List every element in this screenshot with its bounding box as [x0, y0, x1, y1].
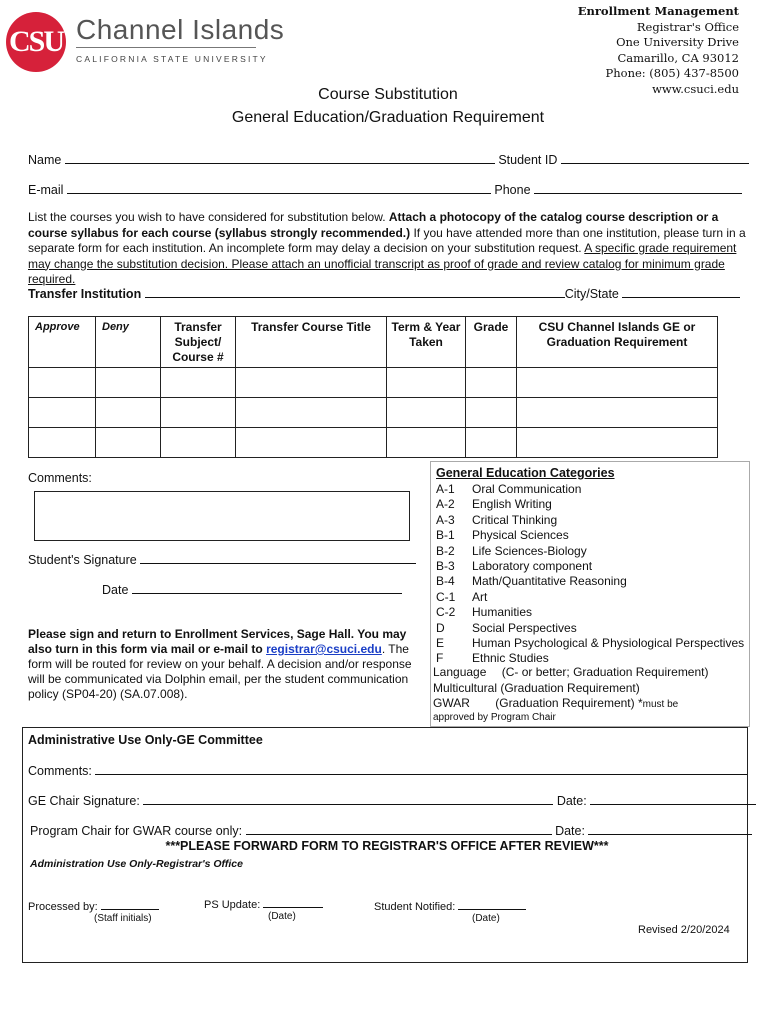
ge-category-name: Critical Thinking — [472, 512, 558, 527]
instructions-bold: Attach a photocopy of the catalog course description or a course syllabus for each course (syllabus strongly recommended.) — [28, 210, 719, 240]
ge-category-item — [436, 482, 746, 497]
address-street: One University Drive — [616, 35, 739, 49]
table-header-row — [29, 317, 718, 368]
ge-gwar-small: must be — [642, 699, 679, 710]
ge-category-code: A-1 — [436, 482, 455, 496]
program-chair-date-label: Date: — [555, 824, 585, 838]
form-title: Course Substitution — [318, 86, 458, 103]
student-notified-label: Student Notified: — [374, 901, 456, 913]
logo-subtitle: CALIFORNIA STATE UNIVERSITY — [76, 54, 268, 64]
col-term-year: Term & Year Taken — [387, 317, 466, 368]
ge-chair-row — [28, 793, 756, 808]
ge-category-item — [436, 636, 746, 651]
program-chair-date-field[interactable] — [588, 823, 752, 835]
signature-field[interactable] — [140, 552, 416, 564]
col-transfer-subject: Transfer Subject/ Course # — [161, 317, 236, 368]
ge-category-code: F — [436, 651, 444, 666]
student-notified-date-caption: (Date) — [472, 913, 500, 924]
table-cell[interactable] — [466, 368, 517, 398]
instructions-text-2: If you have attended more than one institution, please turn in a separate form for each institution. An incomplete form may delay a decision on your substitution request. — [28, 225, 746, 255]
office-address — [578, 4, 739, 97]
processed-by-label: Processed by: — [28, 901, 98, 913]
address-phone: Phone: (805) 437-8500 — [605, 66, 739, 80]
admin-comments-row — [28, 763, 747, 778]
table-cell[interactable] — [517, 398, 718, 428]
table-cell[interactable] — [29, 368, 96, 398]
ge-category-item — [436, 605, 746, 620]
phone-field[interactable] — [534, 182, 742, 194]
email-row — [28, 182, 742, 197]
signature-row — [28, 552, 416, 567]
table-cell[interactable] — [236, 398, 387, 428]
ge-category-name: Math/Quantitative Reasoning — [472, 574, 627, 589]
col-course-title: Transfer Course Title — [236, 317, 387, 368]
transfer-row — [28, 286, 740, 301]
address-dept: Enrollment Management — [577, 4, 739, 18]
email-label: E-mail — [28, 183, 64, 197]
processed-by-field[interactable] — [101, 898, 159, 910]
table-cell[interactable] — [161, 428, 236, 458]
phone-label: Phone — [494, 183, 531, 197]
forward-notice: ***PLEASE FORWARD FORM TO REGISTRAR'S OFFICE AFTER REVIEW*** — [165, 839, 609, 853]
address-web[interactable]: www.csuci.edu — [652, 81, 739, 96]
ps-update-date-caption: (Date) — [268, 911, 296, 922]
ge-category-item — [436, 574, 746, 589]
ge-categories-list — [436, 482, 746, 667]
ge-category-item — [436, 559, 746, 574]
ge-category-code: C-2 — [436, 605, 456, 620]
ge-chair-field[interactable] — [143, 793, 553, 805]
ge-category-code: A-2 — [436, 497, 455, 512]
ge-category-name: English Writing — [472, 497, 552, 512]
ge-gwar — [433, 696, 678, 710]
ge-category-name: Humanities — [472, 605, 533, 620]
comments-box[interactable] — [34, 491, 410, 541]
table-cell[interactable] — [96, 428, 161, 458]
student-id-field[interactable] — [561, 152, 749, 164]
ge-category-code: B-3 — [436, 558, 455, 573]
revised-date: Revised 2/20/2024 — [638, 924, 730, 936]
ge-chair-date-field[interactable] — [590, 793, 756, 805]
ge-category-name: Human Psychological & Physiological Perspectives — [472, 635, 745, 650]
ge-category-code: A-3 — [436, 512, 455, 527]
col-grade: Grade — [466, 317, 517, 368]
staff-initials-caption: (Staff initials) — [94, 913, 152, 924]
ge-chair-date-label: Date: — [556, 794, 587, 808]
col-deny: Deny — [96, 317, 161, 368]
table-cell[interactable] — [29, 428, 96, 458]
ge-multicultural: Multicultural (Graduation Requirement) — [433, 681, 640, 695]
ge-category-name: Art — [472, 589, 488, 604]
ge-category-code: B-4 — [436, 574, 455, 589]
table-cell[interactable] — [96, 398, 161, 428]
table-cell[interactable] — [29, 398, 96, 428]
ge-category-item — [436, 590, 746, 605]
table-row — [29, 428, 718, 458]
return-instructions — [28, 627, 418, 702]
table-cell[interactable] — [466, 398, 517, 428]
name-field[interactable] — [65, 152, 495, 164]
logo-divider — [76, 47, 256, 48]
table-cell[interactable] — [466, 428, 517, 458]
ge-category-name: Oral Communication — [472, 482, 582, 496]
col-csuci-requirement: CSU Channel Islands GE or Graduation Requirement — [517, 317, 718, 368]
ge-chair-label: GE Chair Signature: — [28, 794, 140, 808]
table-cell[interactable] — [96, 368, 161, 398]
ge-language-note: (C- or better; Graduation Requirement) — [501, 665, 709, 679]
ge-category-item — [436, 528, 746, 543]
program-chair-label: Program Chair for GWAR course only: — [30, 824, 243, 838]
ps-update-field[interactable] — [263, 896, 323, 908]
ge-category-item — [436, 621, 746, 636]
date-row — [102, 582, 402, 597]
return-rest-2: A decision and/or response will be communicated via Dolphin email, per the student communication policy (SP04-20) (SA.07.008). — [28, 657, 412, 701]
ge-category-code: E — [436, 635, 445, 650]
return-bold: Please sign and return to Enrollment Services, Sage Hall. You may also turn in this form via mail or e-mail to — [28, 627, 407, 656]
form-subtitle: General Education/Graduation Requirement — [231, 109, 545, 126]
admin-comments-label: Comments: — [28, 764, 92, 778]
table-cell[interactable] — [517, 368, 718, 398]
ge-gwar-note: (Graduation Requirement) * — [495, 696, 643, 710]
registrar-heading: Administration Use Only-Registrar's Office — [30, 858, 243, 870]
instructions-text-1: List the courses you wish to have considered for substitution below. — [28, 210, 386, 224]
admin-comments-field[interactable] — [95, 763, 747, 775]
table-cell[interactable] — [387, 428, 466, 458]
ge-category-item — [436, 544, 746, 559]
transfer-institution-label: Transfer Institution — [28, 287, 142, 301]
ge-category-code: D — [436, 620, 445, 635]
program-chair-field[interactable] — [246, 823, 552, 835]
ge-language-label: Language — [433, 665, 487, 679]
student-notified-field[interactable] — [458, 898, 526, 910]
ge-category-code: B-2 — [436, 543, 455, 558]
comments-label: Comments: — [28, 471, 92, 485]
name-row — [28, 152, 749, 167]
table-cell[interactable] — [161, 368, 236, 398]
table-row — [29, 398, 718, 428]
date-field[interactable] — [132, 582, 402, 594]
course-table — [28, 316, 718, 458]
ge-categories-heading: General Education Categories — [436, 466, 615, 480]
transfer-institution-field[interactable] — [145, 286, 565, 298]
address-city: Camarillo, CA 93012 — [617, 50, 739, 65]
return-rest-1: . The form will be routed for review on your behalf. — [28, 642, 409, 671]
ge-category-code: C-1 — [436, 589, 456, 604]
table-cell[interactable] — [236, 368, 387, 398]
ge-category-code: B-1 — [436, 528, 455, 543]
table-cell[interactable] — [387, 368, 466, 398]
registrar-email-link[interactable]: registrar@csuci.edu — [266, 642, 382, 656]
ge-category-item — [436, 497, 746, 512]
ge-category-item — [436, 513, 746, 528]
ge-language — [433, 665, 709, 679]
ge-category-name: Social Perspectives — [472, 620, 577, 635]
city-state-label: City/State — [564, 287, 619, 301]
ps-update-label: PS Update: — [204, 899, 261, 911]
ge-category-name: Life Sciences-Biology — [472, 543, 587, 558]
logo-name: Channel Islands — [76, 14, 285, 45]
name-label: Name — [28, 153, 62, 167]
ps-update-row — [204, 896, 323, 911]
instructions-underlined: A specific grade requirement may change the substitution decision. Please attach an unofficial transcript as proof of grade and review catalog for minimum grade required. — [28, 241, 737, 286]
program-chair-row — [30, 823, 752, 838]
student-id-label: Student ID — [498, 153, 558, 167]
address-office: Registrar's Office — [636, 19, 739, 34]
admin-heading: Administrative Use Only-GE Committee — [28, 733, 263, 747]
csu-logo-mark: CSU — [6, 12, 66, 72]
table-cell[interactable] — [236, 428, 387, 458]
city-state-field[interactable] — [622, 286, 740, 298]
processed-by-row — [28, 898, 159, 913]
instructions — [28, 210, 746, 288]
email-field[interactable] — [67, 182, 491, 194]
table-cell[interactable] — [161, 398, 236, 428]
signature-label: Student's Signature — [28, 553, 137, 567]
date-label: Date — [102, 583, 129, 597]
ge-category-name: Ethnic Studies — [472, 651, 549, 666]
table-row — [29, 368, 718, 398]
student-notified-row — [374, 898, 526, 913]
table-cell[interactable] — [387, 398, 466, 428]
ge-gwar-label: GWAR — [433, 696, 470, 710]
col-approve: Approve — [29, 317, 96, 368]
ge-approved: approved by Program Chair — [433, 712, 556, 723]
ge-category-name: Laboratory component — [472, 558, 593, 573]
ge-category-name: Physical Sciences — [472, 528, 569, 543]
table-cell[interactable] — [517, 428, 718, 458]
